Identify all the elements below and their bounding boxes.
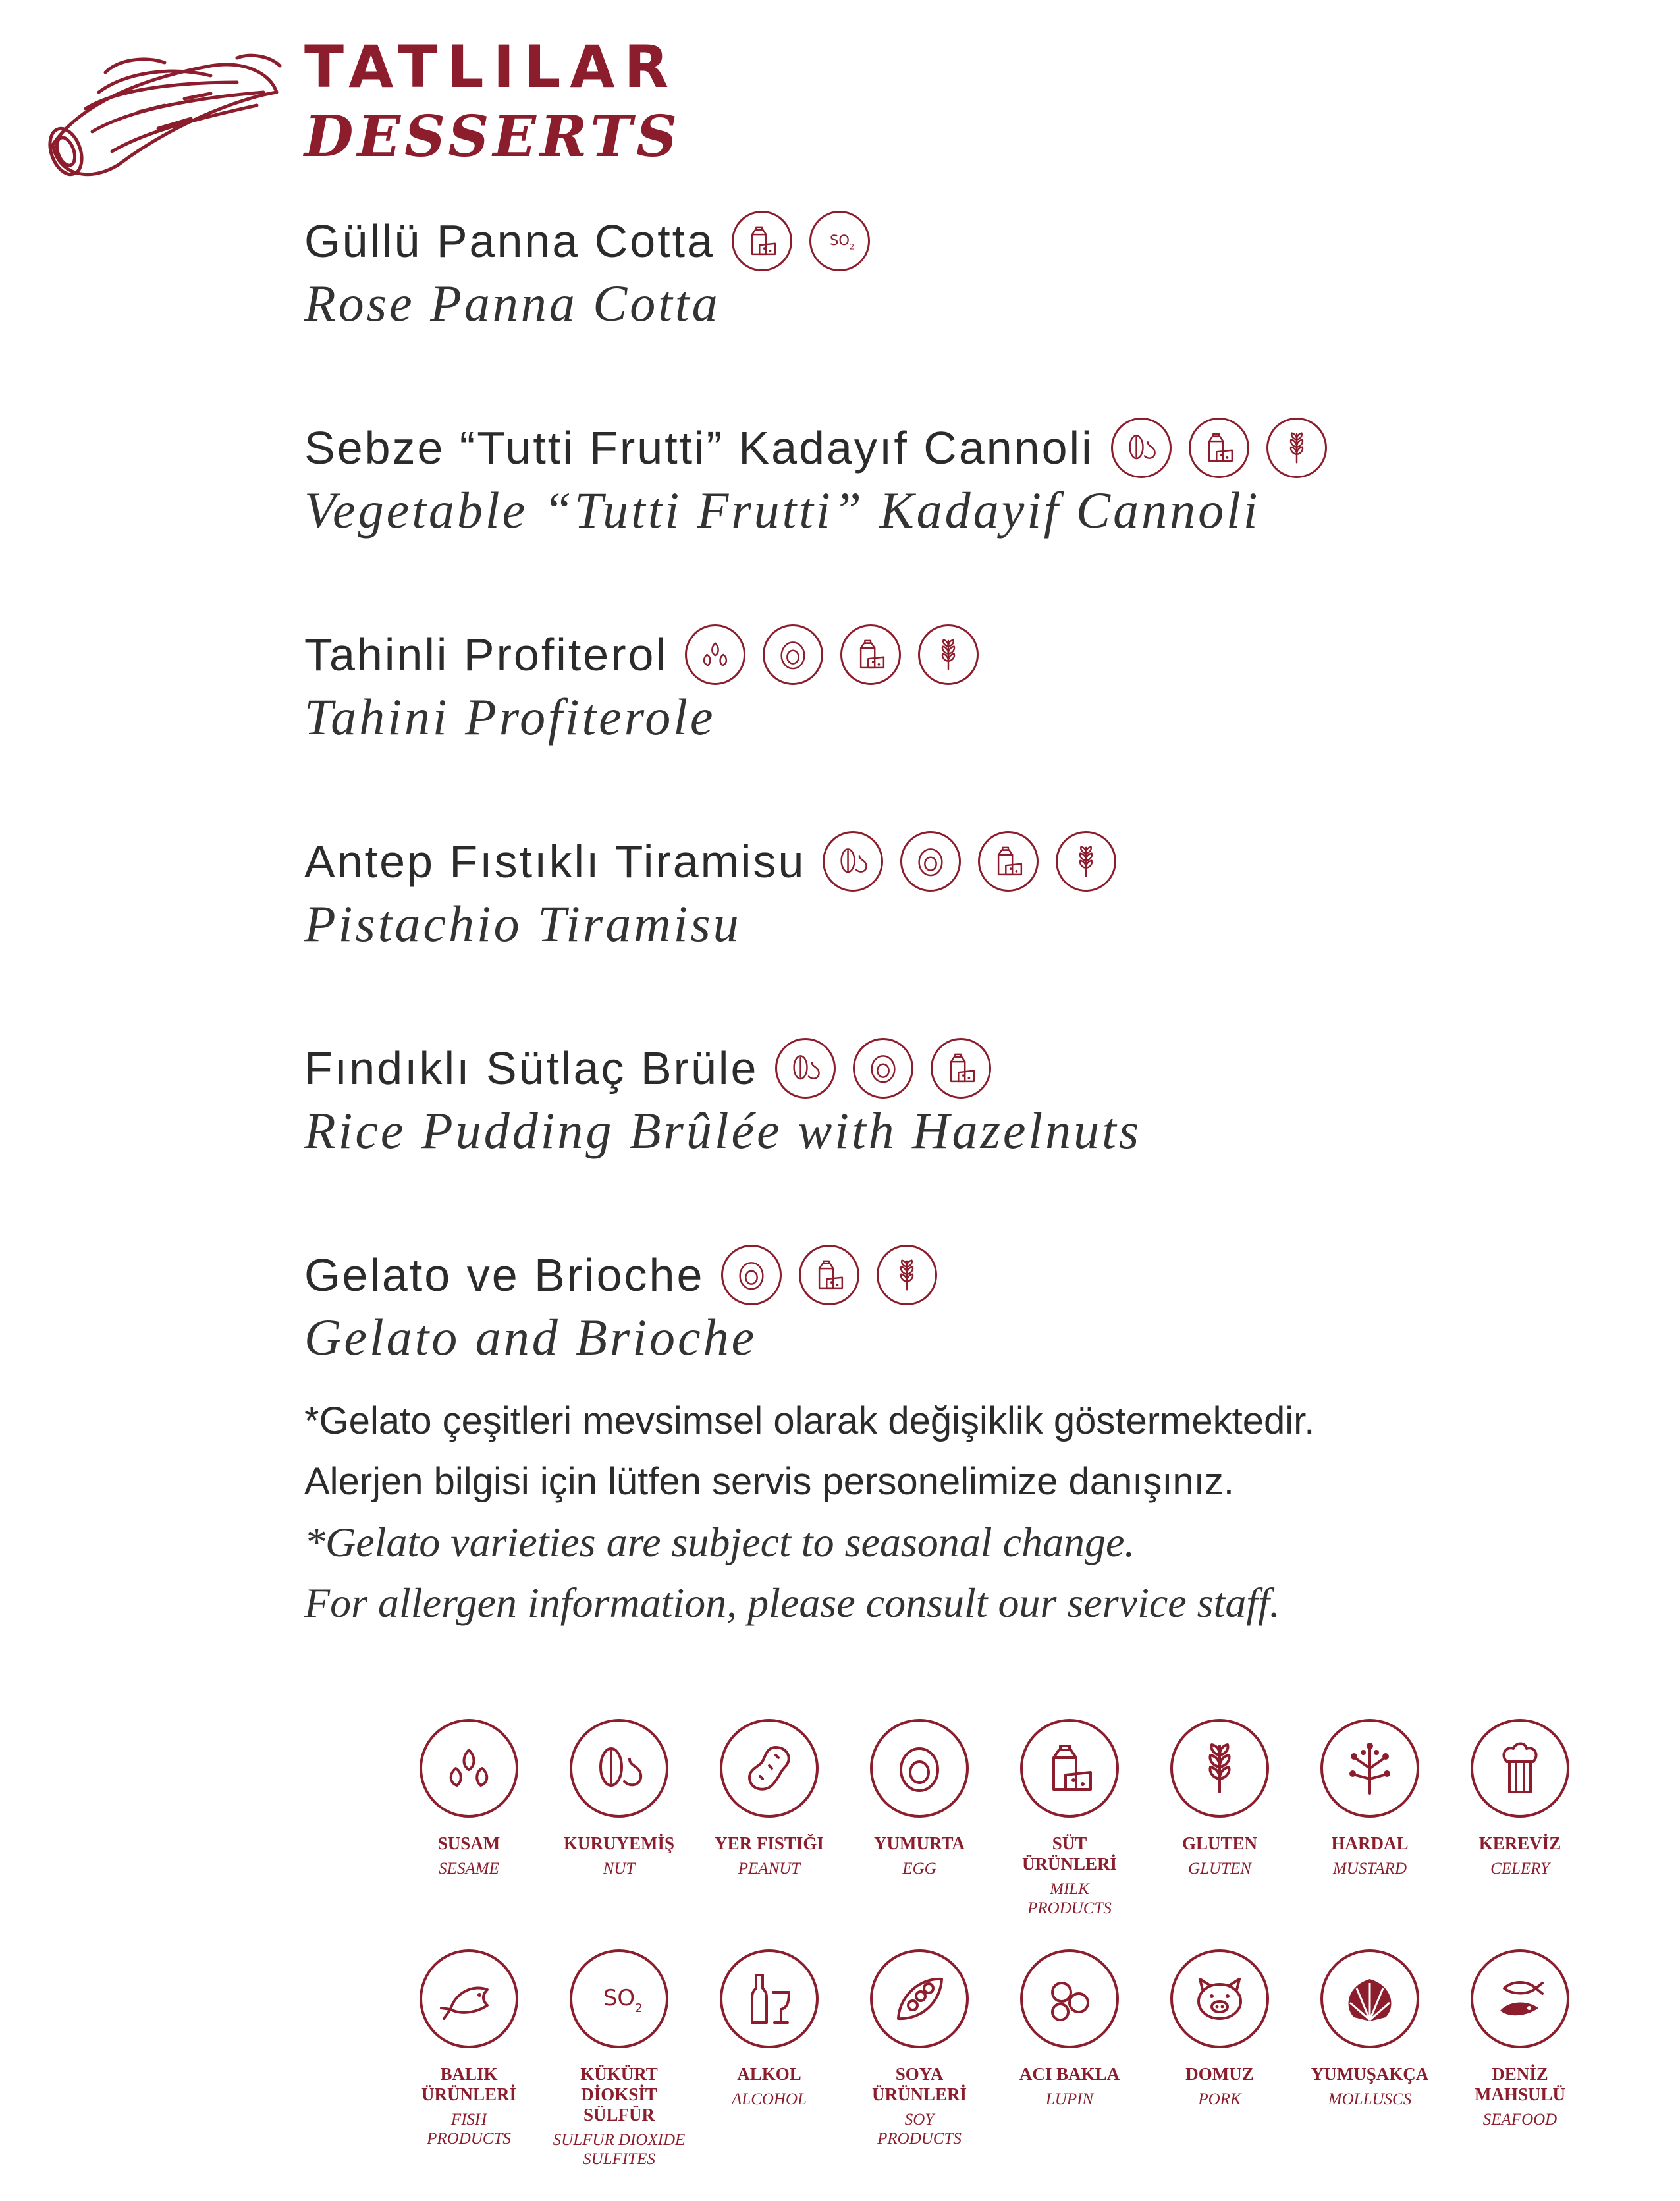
menu-item-header — [304, 416, 1588, 479]
milk-icon — [1020, 1719, 1119, 1818]
legend-item — [394, 1719, 544, 1936]
menu-item-header — [304, 1037, 1588, 1100]
legend-item — [694, 1719, 844, 1936]
sesame-icon — [420, 1719, 518, 1818]
legend-label-tr: KURUYEMİŞ — [563, 1834, 674, 1853]
milk-icon — [840, 624, 901, 685]
legend-item — [544, 1719, 694, 1936]
milk-icon — [978, 831, 1039, 892]
nut-icon — [570, 1719, 668, 1818]
legend-label-tr: KÜKÜRT DİOKSİT SÜLFÜR — [580, 2064, 658, 2125]
sulfite-icon — [570, 1949, 668, 2048]
milk-icon — [732, 211, 792, 271]
legend-label-en: SULFUR DIOXIDE SULFITES — [553, 2131, 686, 2168]
legend-label-en: PEANUT — [738, 1860, 801, 1878]
legend-item — [694, 1949, 844, 2167]
legend-label-tr: ACI BAKLA — [1019, 2064, 1120, 2084]
page-title: TATLILAR — [304, 33, 678, 101]
note-allergen-en: For allergen information, please consult our service staff. — [304, 1579, 1280, 1626]
legend-label-en: FISH PRODUCTS — [427, 2111, 511, 2148]
legend-label-en: SOY PRODUCTS — [877, 2111, 962, 2148]
legend-item — [1445, 1719, 1595, 1936]
dish-name-tr: Sebze “Tutti Frutti” Kadayıf Cannoli — [304, 422, 1094, 474]
gluten-icon — [1056, 831, 1116, 892]
legend-item — [844, 1719, 994, 1936]
legend-label-en: MILK PRODUCTS — [1027, 1880, 1112, 1917]
gluten-icon — [918, 624, 979, 685]
menu-item-header — [304, 830, 1588, 893]
legend-item — [994, 1719, 1145, 1936]
egg-icon — [870, 1719, 969, 1818]
dish-name-tr: Güllü Panna Cotta — [304, 215, 715, 267]
legend-item — [394, 1949, 544, 2167]
menu-item — [304, 1037, 1588, 1243]
legend-item — [1145, 1949, 1295, 2167]
legend-item — [1145, 1719, 1295, 1936]
menu-item — [304, 623, 1588, 830]
legend-row — [394, 1949, 1619, 2167]
legend-label-tr: ALKOL — [737, 2064, 801, 2084]
legend-label-tr: YER FISTIĞI — [715, 1834, 824, 1853]
legend-label-tr: HARDAL — [1331, 1834, 1409, 1853]
mollusc-icon — [1320, 1949, 1419, 2048]
menu-item-header — [304, 209, 1588, 273]
sesame-icon — [685, 624, 745, 685]
note-seasonal-tr: *Gelato çeşitleri mevsimsel olarak değişiklik göstermektedir. — [304, 1399, 1315, 1442]
nut-icon — [775, 1038, 836, 1099]
legend-label-tr: YUMURTA — [873, 1834, 965, 1853]
legend-label-tr: GLUTEN — [1181, 1834, 1258, 1853]
dish-name-tr: Antep Fıstıklı Tiramisu — [304, 836, 806, 887]
milk-icon — [799, 1245, 859, 1305]
sulfite-icon — [809, 211, 870, 271]
gluten-icon — [1266, 418, 1327, 478]
gluten-icon — [1170, 1719, 1269, 1818]
milk-icon — [1189, 418, 1249, 478]
cannoli-illustration — [40, 46, 290, 184]
legend-label-en: GLUTEN — [1188, 1860, 1251, 1878]
legend-item — [544, 1949, 694, 2167]
dish-name-en: Pistachio Tiramisu — [304, 895, 742, 952]
lupin-icon — [1020, 1949, 1119, 2048]
dish-name-tr: Tahinli Profiterol — [304, 629, 668, 680]
legend-row — [394, 1719, 1619, 1936]
allergen-legend — [394, 1719, 1619, 2167]
dessert-menu — [304, 209, 1588, 1450]
dish-name-en: Rice Pudding Brûlée with Hazelnuts — [304, 1102, 1142, 1159]
egg-icon — [900, 831, 961, 892]
dish-name-en: Rose Panna Cotta — [304, 275, 720, 332]
legend-label-en: MOLLUSCS — [1328, 2090, 1412, 2108]
gluten-icon — [877, 1245, 937, 1305]
legend-label-tr: YUMUŞAKÇA — [1311, 2064, 1429, 2084]
dish-allergens — [775, 1038, 1008, 1099]
peanut-icon — [720, 1719, 819, 1818]
pork-icon — [1170, 1949, 1269, 2048]
dish-allergens — [823, 831, 1133, 892]
seafood-icon — [1471, 1949, 1569, 2048]
legend-item — [844, 1949, 994, 2167]
dish-name-en: Vegetable “Tutti Frutti” Kadayif Cannoli — [304, 481, 1260, 539]
legend-label-tr: KEREVİZ — [1478, 1834, 1561, 1853]
menu-item — [304, 830, 1588, 1037]
milk-icon — [931, 1038, 991, 1099]
page-subtitle: DESSERTS — [304, 103, 682, 170]
legend-label-en: PORK — [1198, 2090, 1241, 2108]
egg-icon — [721, 1245, 782, 1305]
alcohol-icon — [720, 1949, 819, 2048]
celery-icon — [1471, 1719, 1569, 1818]
dish-allergens — [732, 211, 887, 271]
note-seasonal-en: *Gelato varieties are subject to seasonal change. — [304, 1519, 1135, 1565]
soy-icon — [870, 1949, 969, 2048]
legend-item — [1445, 1949, 1595, 2167]
menu-item — [304, 416, 1588, 623]
menu-item-header — [304, 1243, 1588, 1307]
dish-name-en: Gelato and Brioche — [304, 1309, 757, 1366]
legend-label-tr: DOMUZ — [1185, 2064, 1254, 2084]
notes — [304, 1391, 1314, 1633]
legend-label-en: MUSTARD — [1332, 1860, 1407, 1878]
legend-label-en: SESAME — [439, 1860, 499, 1878]
legend-label-en: EGG — [902, 1860, 936, 1878]
nut-icon — [823, 831, 883, 892]
legend-label-tr: SÜT ÜRÜNLERİ — [1021, 1834, 1118, 1874]
legend-item — [1295, 1719, 1445, 1936]
egg-icon — [853, 1038, 913, 1099]
legend-label-en: CELERY — [1490, 1860, 1550, 1878]
menu-item-header — [304, 623, 1588, 686]
dish-name-tr: Gelato ve Brioche — [304, 1249, 705, 1301]
dish-name-tr: Fındıklı Sütlaç Brüle — [304, 1043, 759, 1094]
fish-icon — [420, 1949, 518, 2048]
legend-label-en: NUT — [603, 1860, 636, 1878]
legend-label-en: ALCOHOL — [732, 2090, 807, 2108]
legend-item — [1295, 1949, 1445, 2167]
dish-allergens — [1111, 418, 1344, 478]
legend-label-tr: SOYA ÜRÜNLERİ — [871, 2064, 967, 2104]
legend-item — [994, 1949, 1145, 2167]
dish-allergens — [721, 1245, 954, 1305]
mustard-icon — [1320, 1719, 1419, 1818]
legend-label-en: SEAFOOD — [1482, 2111, 1558, 2129]
legend-label-tr: DENİZ MAHSULÜ — [1474, 2064, 1565, 2104]
legend-label-en: LUPIN — [1045, 2090, 1094, 2108]
dish-allergens — [685, 624, 996, 685]
legend-label-tr: SUSAM — [437, 1834, 501, 1853]
note-allergen-tr: Alerjen bilgisi için lütfen servis personelimize danışınız. — [304, 1460, 1234, 1503]
egg-icon — [763, 624, 823, 685]
dish-name-en: Tahini Profiterole — [304, 688, 716, 746]
nut-icon — [1111, 418, 1172, 478]
legend-label-tr: BALIK ÜRÜNLERİ — [421, 2064, 517, 2104]
menu-item — [304, 209, 1588, 416]
